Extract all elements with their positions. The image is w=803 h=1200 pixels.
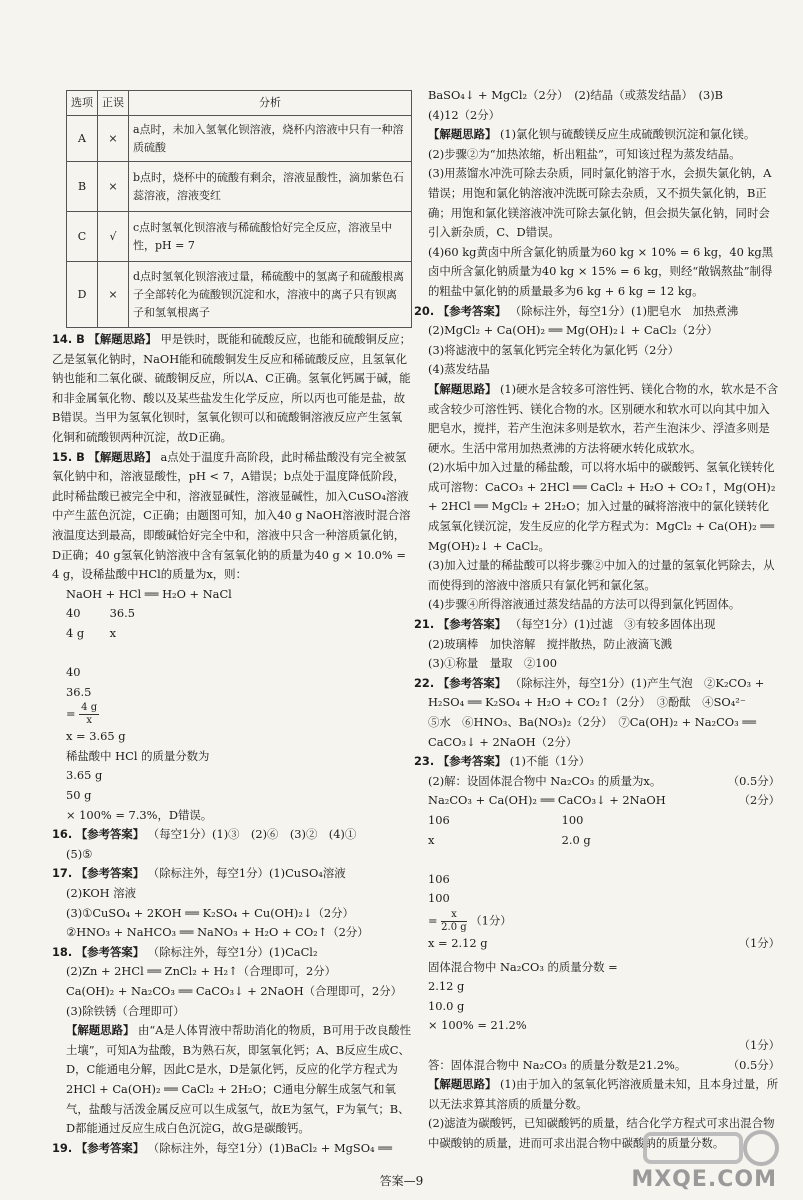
numerator: 40 [66,665,81,680]
q17-number: 17. [52,866,73,881]
denominator: 36.5 [66,684,92,699]
fraction [441,909,466,934]
analysis-cell: c点时氢氧化钡溶液与稀硫酸恰好完全反应，溶液呈中性，pH = 7 [129,212,412,262]
table-row [67,116,412,162]
q17-tag: 【参考答案】 [75,866,145,881]
q18-line: (2)Zn + 2HCl ══ ZnCl₂ + H₂↑（合理即可，2分） [66,964,337,979]
q15-equation: NaOH + HCl ══ H₂O + NaCl [66,586,232,601]
col-header: 正误 [98,91,129,116]
q23-tag: 【参考答案】 [437,754,507,769]
q21-line: （每空1分）(1)过滤 ③有较多固体出现 [509,617,716,632]
table-row [67,162,412,212]
q23-mass-row-1 [428,811,780,831]
q15-molar-naoh: 40 [66,606,81,621]
q19 [52,1139,412,1159]
q18-line: Ca(OH)₂ + Na₂CO₃ ══ CaCO₃↓ + 2NaOH（合理即可，2分） [66,984,403,998]
q23-score: （1分） [738,935,780,950]
table-row [67,212,412,262]
q23 [414,752,780,772]
q21-number: 21. [414,617,435,632]
q19-analysis-text: (4)60 kg黄卤中所含氯化钠质量为60 kg × 10% = 6 kg，40 kg黑卤中所含氯化钠质量为40 kg × 15% = 6 kg，则经“敞锅熬盐”制得的粗盐中氯化钠的质量最多为6 kg + 6 kg = 12 kg。 [428,244,774,298]
mark-cell: √ [98,212,129,262]
right-column: BaSO₄↓ + MgCl₂（2分） (2)结晶（或蒸发结晶） (3)B (4)12（2分） 【解题思路】 (1)氯化钡与硫酸镁反应生成硫酸钡沉淀和氯化镁。 (2)步骤②为“加热浓缩，析出粗盐”，可知该过程为蒸发结晶。 (3)用蒸馏水冲洗可除去杂质，同时氯化钠溶于水，会损失氯化钠，A错误；用饱和氯化钠溶液冲洗既可除去杂质，又不损失氯化钠，B正确；用饱和氯化镁溶液冲洗可除去氯化钠，但会损失氯化钠，同时会引入新杂质，C、D错误。 (4)60 kg黄卤中所含氯化钠质量为60 kg × 10% = 6 kg，40 kg黑卤中所含氯化钠质量为40 kg × 15% = 6 kg，则经“敞锅熬盐”制得的粗盐中氯化钠的质量最多为6 kg + 6 kg = 12 kg。 20. 【参考答案】 （除标注外，每空1分）(1)肥皂水 加热煮沸 (2)MgCl₂ + Ca(OH)₂ ══ Mg(OH)₂↓ + CaCl₂（2分） (3)将滤液中的氢氧化钙完全转化为氯化钙（2分） (4)蒸发结晶 【解题思路】 (1)硬水是含较多可溶性钙、镁化合物的水，软水是不含或含较少可溶性钙、镁化合物的水。区别硬水和软水可以向其中加入肥皂水，搅拌，若产生泡沫多则是软水，若产生泡沫少、浮渣多则是硬水。生活中常用加热煮沸的方法将硬水转化成软水。 (2)水垢中加入过量的稀盐酸，可以将水垢中的碳酸钙、氢氧化镁转化成可溶物：CaCO₃ + 2HCl ══ CaCl₂ + H₂O + CO₂↑，Mg(OH)₂ + 2HCl ══ MgCl₂ + 2H₂O；加入过量的碱将溶液中的氯化镁转化成氢氧化镁沉淀，发生反应的化学方程式为：MgCl₂ + Ca(OH)₂ ══ Mg(OH)₂↓ + CaCl₂。 (3)加入过量的稀盐酸可以将步骤②中加入的过量的氢氧化钙除去，从而使得到的溶液中溶质只有氯化钙和氯化氢。 (4)步骤④所得溶液通过蒸发结晶的方法可以得到氯化钙固体。 21. 【参考答案】 （每空1分）(1)过滤 ③有较多固体出现 (2)玻璃棒 加快溶解 搅拌散热，防止液滴飞溅 (3)①称量 量取 ②100 22. 【参考答案】 （除标注外，每空1分）(1)产生气泡 ②K₂CO₃ + H₂SO₄ ══ K₂SO₄ + H₂O + CO₂↑（2分） ③酚酞 ④SO₄²⁻ ⑤水 ⑥HNO₃、Ba(NO₃)₂（2分） ⑦Ca(OH)₂ + Na₂CO₃ ══ CaCO₃↓ + 2NaOH（2分） 23. 【参考答案】 (1)不能（1分） (2)解：设固体混合物中 Na₂CO₃ 的质量为x。 （0.5分） Na₂CO₃ + Ca(OH)₂ ══ CaCO₃↓ + 2NaOH （2分） 106 100 x 2.0 g 106 100 = $\frac{x}{2.0 g}$ （1分） x = 2.12 g （1分） 固体混合物中 Na₂CO₃ 的质量分数 = 2.12 g 10.0 g × 100% = 21.2% （1分） 答：固体混合物中 Na₂CO₃ 的质量分数是21.2%。 （0.5分） 【解题思路】 (1)由于加入的氢氧化钙溶液质量未知，且本身过量，所以无法求算其溶质的质量分数。 (2)滤渣为碳酸钙，已知碳酸钙的质量，结合化学方程式可求出混合物中碳酸钠的质量，进而可求出混合物中碳酸钠的质量分数。 [428,86,780,1153]
mark-cell: × [98,162,129,212]
analysis-cell: d点时氢氧化钡溶液过量，稀硫酸中的氢离子和硫酸根离子全部转化为硫酸钡沉淀和水，溶液中的离子只有钡离子和氢氧根离子 [129,262,412,328]
q18-line: （除标注外，每空1分）(1)CaCl₂ [147,944,318,959]
q16-text-2: (5)⑤ [66,846,93,861]
q19-analysis-text: (2)步骤②为“加热浓缩，析出粗盐”，可知该过程为蒸发结晶。 [428,146,741,161]
q23-step [428,934,780,954]
analysis-cell: a点时，未加入氢氧化钡溶液，烧杯内溶液中只有一种溶质硫酸 [129,116,412,162]
mark-cell: × [98,116,129,162]
q16-number: 16. [52,827,73,842]
option-cell: A [67,116,98,162]
q14 [52,330,412,448]
q23-analysis [428,1075,780,1114]
q15-mass-naoh: 4 g [66,625,85,640]
q20 [414,302,780,322]
q18-line: (3)除铁锈（合理即可） [66,1003,185,1018]
q19-analysis-tag: 【解题思路】 [428,127,497,142]
q23-analysis-text: (2)滤渣为碳酸钙，已知碳酸钙的质量，结合化学方程式可求出混合物中碳酸钠的质量，进而可求出混合物中碳酸钠的质量分数。 [428,1116,775,1150]
col-header: 选项 [67,91,98,116]
table-row [67,262,412,328]
option-cell: D [67,262,98,328]
q15-number: 15. B [52,449,85,464]
q23-mass-caco3: 2.0 g [561,832,591,847]
q16-text: （每空1分）(1)③ (2)⑥ (3)② (4)① [147,827,357,842]
q23-number: 23. [414,754,435,769]
q23-result: x = 2.12 g [428,935,488,950]
q23-line: (2)解：设固体混合物中 Na₂CO₃ 的质量为x。 [428,773,662,788]
q18-tag: 【参考答案】 [75,944,145,959]
denominator: 100 [428,891,450,906]
q20-tag: 【参考答案】 [437,303,507,318]
q21 [414,615,780,635]
q15-pct-result: × 100% = 7.3%，D错误。 [66,807,213,822]
numerator: 4 g [81,702,98,714]
q19-number: 19. [52,1140,73,1155]
denominator: 50 g [66,788,92,803]
q20-line: (3)将滤液中的氢氧化钙完全转化为氯化钙（2分） [428,342,680,357]
numerator: 3.65 g [66,768,103,783]
q19-line: （除标注外，每空1分）(1)BaCl₂ + MgSO₄ ══ [147,1140,392,1155]
numerator: 2.12 g [428,979,465,994]
q17-line: （除标注外，每空1分）(1)CuSO₄溶液 [147,866,346,881]
q23-score: （1分） [470,913,512,928]
q15-proportion [66,644,412,664]
fraction [79,702,99,727]
q18-analysis-tag: 【解题思路】 [66,1023,135,1038]
q22 [414,674,780,694]
q23-equation: Na₂CO₃ + Ca(OH)₂ ══ CaCO₃↓ + 2NaOH [428,793,666,808]
q18-analysis [66,1021,412,1139]
q19-analysis-text: (1)氯化钡与硫酸镁反应生成硫酸钡沉淀和氯化镁。 [499,127,756,142]
q20-line: (2)MgCl₂ + Ca(OH)₂ ══ Mg(OH)₂↓ + CaCl₂（2分） [428,323,718,338]
q17 [52,864,412,884]
q14-tag: 【解题思路】 [88,332,157,346]
q15-mass-row-2 [66,624,412,644]
q20-analysis-tag: 【解题思路】 [428,381,497,396]
q23-analysis-tag: 【解题思路】 [428,1077,497,1092]
q15-molar-hcl: 36.5 [109,606,135,621]
q22-line: CaCO₃↓ + 2NaOH（2分） [428,734,578,749]
q20-number: 20. [414,303,435,318]
watermark-text: MXQE.COM [631,1167,777,1192]
table-header-row [67,91,412,116]
q23-pct-result: × 100% = 21.2% [428,1018,527,1033]
q23-molar-caco3: 100 [561,812,584,827]
q16 [52,825,412,845]
q15-result: x = 3.65 g [66,729,126,744]
q21-line: (2)玻璃棒 加快溶解 搅拌散热，防止液滴飞溅 [428,636,672,651]
q23-answer: 答：固体混合物中 Na₂CO₃ 的质量分数是21.2%。 [428,1057,687,1072]
page-number: 答案—9 [379,1174,424,1188]
q23-score: （1分） [738,1037,780,1052]
q23-score: （2分） [738,793,780,808]
q20-line: （除标注外，每空1分）(1)肥皂水 加热煮沸 [509,303,739,318]
q21-tag: 【参考答案】 [437,617,507,632]
q23-mass-na2co3: x [428,832,435,847]
col-header: 分析 [129,91,412,116]
q15-text: a点处于温度升高阶段，此时稀盐酸没有完全被氢氧化钠中和，溶液显酸性，pH < 7，A错误；b点处于温度降低阶段，此时稀盐酸已被完全中和，溶液显碱性，溶液显碱性，加入CuSO₄溶液中产生蓝色沉淀，C正确；由题图可知，加入40 g NaOH溶液时混合溶液温度达到最高，即酸碱恰好完全中和，溶液中只含一种溶质氯化钠，D正确；40 g氢氧化钠溶液中含有氢氧化钠的质量为40 g × 10.0% = 4 g，设稀盐酸中HCl的质量为x，则： [52,449,411,582]
denominator: 2.0 g [441,921,467,933]
q14-number: 14. B [52,332,85,346]
q18-analysis-text: 由“A是人体胃液中帮助消化的物质，B可用于改良酸性土壤”，可知A为盐酸，B为熟石灰，即氢氧化钙；A、B反应生成C、D，C能通电分解，因此C是水，D是氯化钙，反应的化学方程式为2HCl + Ca(OH)₂ ══ CaCl₂ + 2H₂O；C通电分解生成氢气和氧气，盐酸与活泼金属反应可以生成氢气，故E为氢气，F为氧气；B、D都能通过反应生成白色沉淀G，故G是碳酸钙。 [66,1023,411,1136]
q16-tag: 【参考答案】 [75,827,145,842]
q17-line: (3)①CuSO₄ + 2KOH ══ K₂SO₄ + Cu(OH)₂↓（2分） [66,905,354,920]
q23-step [428,850,780,870]
q22-tag: 【参考答案】 [437,675,507,690]
q17-line: (2)KOH 溶液 [66,886,137,901]
left-column: 选项 正误 分析 A × a点时，未加入氢氧化钡溶液，烧杯内溶液中只有一种溶质硫酸 B × b点时，烧杯中的硫酸有剩余，溶液显酸性，滴加紫色石蕊溶液，溶液变红 C √ c点时氢氧化钡溶液与稀硫酸恰好完全反应，溶液呈中性，pH = 7 D × d点时氢氧化钡溶液过量，稀硫酸中的氢离子和硫酸根离子全部转化为硫酸钡沉淀和水，溶液中的离子只有钡离子和氢氧根离子 14. B 【解题思路】 甲是铁时，既能和硫酸反应，也能和硫酸铜反应；乙是氢氧化钠时，NaOH能和硫酸铜发生反应和稀硫酸反应，且氢氧化钠也能和二氧化碳、硫酸铜反应，所以A、C正确。氢氧化钙属于碱，能和非金属氧化物、酸以及某些盐发生化学反应，所以丙也可能是盐，故B错误。当甲为氢氧化钡时，氢氧化钡可以和硫酸铜溶液反应产生氢氧化铜和硫酸钡两种沉淀，故D正确。 15. B 【解题思路】 a点处于温度升高阶段，此时稀盐酸没有完全被氢氧化钠中和，溶液显酸性，pH < 7，A错误；b点处于温度降低阶段，此时稀盐酸已被完全中和，溶液显碱性，溶液显碱性，加入CuSO₄溶液中产生蓝色沉淀，C正确；由题图可知，加入40 g NaOH溶液时混合溶液温度达到最高，即酸碱恰好完全中和，溶液中只含一种溶质氯化钠，D正确；40 g氢氧化钠溶液中含有氢氧化钠的质量为40 g × 10.0% = 4 g，设稀盐酸中HCl的质量为x，则： NaOH + HCl ══ H₂O + NaCl 40 36.5 4 g x 40 36.5 = $\frac{4 g}{x}$ x = 3.65 g 稀盐酸中 HCl 的质量分数为 3.65 g 50 g × 100% = 7.3%，D错误。 16. 【参考答案】 （每空1分）(1)③ (2)⑥ (3)② (4)① (5)⑤ 17. 【参考答案】 （除标注外，每空1分）(1)CuSO₄溶液 (2)KOH 溶液 (3)①CuSO₄ + 2KOH ══ K₂SO₄ + Cu(OH)₂↓（2分） ②HNO₃ + NaHCO₃ ══ NaNO₃ + H₂O + CO₂↑（2分） 18. 【参考答案】 （除标注外，每空1分）(1)CaCl₂ (2)Zn + 2HCl ══ ZnCl₂ + H₂↑（合理即可，2分） Ca(OH)₂ + Na₂CO₃ ══ CaCO₃↓ + 2NaOH（合理即可，2分） (3)除铁锈（合理即可） 【解题思路】 由“A是人体胃液中帮助消化的物质，B可用于改良酸性土壤”，可知A为盐酸，B为熟石灰，即氢氧化钙；A、B反应生成C、D，C能通电分解，因此C是水，D是氯化钙，反应的化学方程式为2HCl + Ca(OH)₂ ══ CaCl₂ + 2H₂O；C通电分解生成氢气和氧气，盐酸与活泼金属反应可以生成氢气，故E为氢气，F为氧气；B、D都能通过反应生成白色沉淀G，故G是碳酸钙。 19. 【参考答案】 （除标注外，每空1分）(1)BaCl₂ + MgSO₄ ══ [66,84,412,1158]
q23-mass-row-2 [428,831,780,851]
q22-line: ⑤水 ⑥HNO₃、Ba(NO₃)₂（2分） ⑦Ca(OH)₂ + Na₂CO₃ ══ [428,715,757,729]
q20-analysis [428,380,780,458]
q19-analysis [428,125,780,145]
q23-score: （0.5分） [727,1057,780,1072]
mark-cell: × [98,262,129,328]
q23-step [428,1036,780,1056]
q19-line: BaSO₄↓ + MgCl₂（2分） (2)结晶（或蒸发结晶） (3)B [428,88,724,102]
analysis-table [66,90,412,328]
q19-tag: 【参考答案】 [75,1140,145,1155]
q21-line: (3)①称量 量取 ②100 [428,656,558,671]
q22-number: 22. [414,675,435,690]
q18-number: 18. [52,944,73,959]
q17-line: ②HNO₃ + NaHCO₃ ══ NaNO₃ + H₂O + CO₂↑（2分） [66,925,369,940]
q20-analysis-text: (1)硬水是含较多可溶性钙、镁化合物的水，软水是不含或含较少可溶性钙、镁化合物的水。区别硬水和软水可以向其中加入肥皂水，搅拌，若产生泡沫多则是软水，若产生泡沫少、浮渣多则是硬水。生活中常用加热煮沸的方法将硬水转化成软水。 [428,381,779,455]
q20-analysis-text: (3)加入过量的稀盐酸可以将步骤②中加入的过量的氢氧化钙除去，从而使得到的溶液中溶质只有氯化钙和氯化氢。 [428,558,775,592]
q22-line: H₂SO₄ ══ K₂SO₄ + H₂O + CO₂↑（2分） ③酚酞 ④SO₄²⁻ [428,695,746,710]
q22-line: （除标注外，每空1分）(1)产生气泡 ②K₂CO₃ + [509,675,765,690]
option-cell: C [67,212,98,262]
q20-analysis-text: (2)水垢中加入过量的稀盐酸，可以将水垢中的碳酸钙、氢氧化镁转化成可溶物：CaCO₃ + 2HCl ══ CaCl₂ + H₂O + CO₂↑，Mg(OH)₂ + 2HCl ══ MgCl₂ + 2H₂O；加入过量的碱将溶液中的氯化镁转化成氢氧化镁沉淀，发生反应的化学方程式为：MgCl₂ + Ca(OH)₂ ══ Mg(OH)₂↓ + CaCl₂。 [428,460,776,553]
q19-line: (4)12（2分） [428,107,501,122]
option-cell: B [67,162,98,212]
q23-percentage [428,958,780,978]
q14-text: 甲是铁时，既能和硫酸反应，也能和硫酸铜反应；乙是氢氧化钠时，NaOH能和硫酸铜发生反应和稀硫酸反应，且氢氧化钠也能和二氧化碳、硫酸铜反应，所以A、C正确。氢氧化钙属于碱，能和非金属氧化物、酸以及某些盐发生化学反应，所以丙也可能是盐，故B错误。当甲为氢氧化钡时，氢氧化钡可以和硫酸铜溶液反应产生氢氧化铜和硫酸钡两种沉淀，故D正确。 [52,332,412,444]
q15-percentage [66,747,412,767]
q23-step [428,1056,780,1076]
q19-analysis-text: (3)用蒸馏水冲洗可除去杂质，同时氯化钠溶于水，会损失氯化钠，A错误；用饱和氯化钠溶液冲洗既可除去杂质，又不损失氯化钠，B正确；用饱和氯化镁溶液冲洗可除去氯化钠，但会损失氯化钠，同时会引入新杂质，C、D错误。 [428,166,772,240]
q23-step [428,791,780,811]
q15-pct-label: 稀盐酸中 HCl 的质量分数为 [66,748,210,763]
q20-line: (4)蒸发结晶 [428,362,490,377]
q23-step [428,772,780,792]
analysis-cell: b点时，烧杯中的硫酸有剩余，溶液显酸性，滴加紫色石蕊溶液，溶液变红 [129,162,412,212]
q15-mass-hcl: x [109,625,117,640]
q20-analysis-text: (4)步骤④所得溶液通过蒸发结晶的方法可以得到氯化钙固体。 [428,597,741,612]
q23-pct-label: 固体混合物中 Na₂CO₃ 的质量分数 = [428,959,618,974]
q15-mass-row-1 [66,604,412,624]
q23-analysis-text: (1)由于加入的氢氧化钙溶液质量未知，且本身过量，所以无法求算其溶质的质量分数。 [428,1077,779,1111]
q23-score: （0.5分） [727,773,780,788]
q15 [52,448,412,585]
numerator: x [441,909,466,922]
numerator: 106 [428,871,450,886]
q23-molar-na2co3: 106 [428,812,450,827]
denominator: x [86,715,92,727]
q15-tag: 【解题思路】 [88,449,157,464]
denominator: 10.0 g [428,998,465,1013]
q23-line: (1)不能（1分） [509,754,591,769]
q18 [52,943,412,963]
